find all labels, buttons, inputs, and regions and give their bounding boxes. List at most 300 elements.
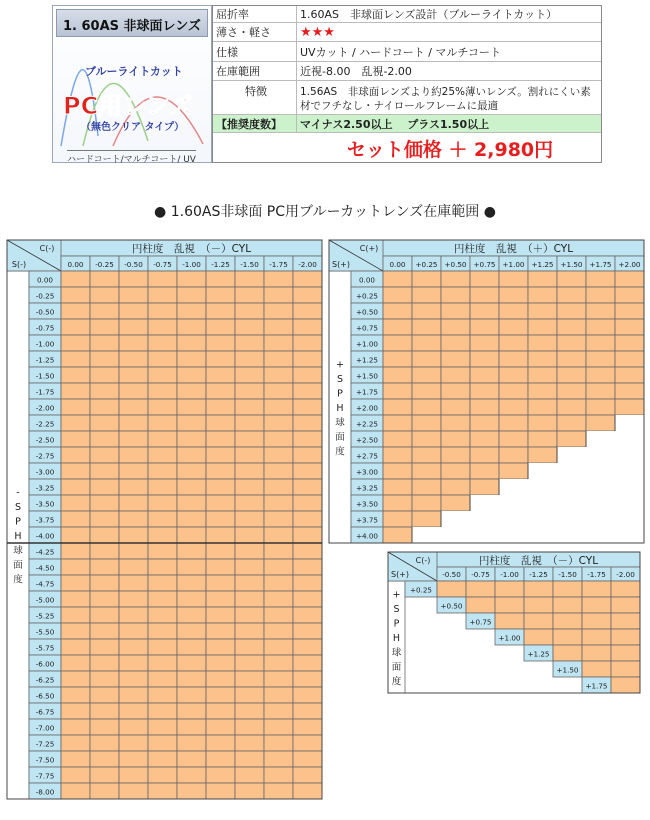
stock-cell-available	[206, 543, 235, 559]
stock-cell-available	[206, 463, 235, 479]
cyl-tick-label: -1.00	[182, 260, 201, 269]
stock-cell-available	[90, 719, 119, 735]
stock-cell-available	[235, 783, 264, 799]
stock-cell-available	[383, 495, 412, 511]
sph-row-label: -1.50	[35, 371, 55, 381]
stock-cell-available	[441, 463, 470, 479]
stock-cell-available	[264, 399, 293, 415]
stock-cell-available	[177, 751, 206, 767]
stock-cell-available	[441, 335, 470, 351]
stock-cell-available	[90, 415, 119, 431]
stock-cell-empty	[586, 431, 615, 447]
stock-cell-available	[61, 575, 90, 591]
stock-cell-available	[293, 431, 322, 447]
stock-cell-available	[582, 581, 611, 597]
stock-cell-available	[206, 479, 235, 495]
sph-row-label: +0.25	[355, 291, 379, 301]
stock-cell-empty	[528, 495, 557, 511]
stock-cell-available	[615, 399, 644, 415]
sph-row-label: +1.00	[355, 339, 379, 349]
stock-cell-available	[495, 613, 524, 629]
stock-cell-available	[177, 687, 206, 703]
stock-cell-available	[383, 367, 412, 383]
corner-cyl-label: C(-)	[39, 244, 55, 253]
stock-cell-available	[235, 735, 264, 751]
sph-row-label: -5.75	[35, 643, 55, 653]
stock-cell-available	[235, 447, 264, 463]
stock-cell-available	[441, 303, 470, 319]
sph-row-label: -3.50	[35, 499, 55, 509]
stock-cell-available	[441, 287, 470, 303]
cyl-tick-label: -1.75	[269, 260, 288, 269]
stock-cell-available	[61, 367, 90, 383]
sph-row-label: -8.00	[35, 787, 55, 797]
stock-cell-available	[437, 581, 466, 597]
stock-cell-available	[148, 655, 177, 671]
stock-cell-available	[90, 479, 119, 495]
stock-cell-available	[528, 303, 557, 319]
stock-cell-available	[61, 383, 90, 399]
stock-cell-available	[383, 431, 412, 447]
stock-cell-available	[264, 591, 293, 607]
stock-cell-available	[90, 687, 119, 703]
stock-cell-available	[524, 581, 553, 597]
stock-cell-available	[177, 399, 206, 415]
logo-clear-type: （無色クリア タイプ）	[81, 122, 185, 133]
stock-cell-available	[119, 287, 148, 303]
stock-cell-available	[293, 479, 322, 495]
stock-cell-available	[293, 399, 322, 415]
stock-cell-empty	[615, 431, 644, 447]
sph-row-label: -0.50	[35, 307, 55, 317]
stock-cell-empty	[615, 495, 644, 511]
stock-cell-available	[293, 687, 322, 703]
stock-cell-available	[557, 383, 586, 399]
stock-cell-available	[524, 629, 553, 645]
stock-cell-available	[206, 607, 235, 623]
stock-cell-available	[61, 495, 90, 511]
stock-cell-available	[235, 687, 264, 703]
stock-range-heading: ● 1.60AS非球面 PC用ブルーカットレンズ在庫範囲 ●	[154, 204, 496, 220]
stock-cell-available	[383, 463, 412, 479]
stock-cell-available	[264, 479, 293, 495]
stock-cell-available	[206, 527, 235, 543]
stock-cell-available	[264, 431, 293, 447]
stock-cell-available	[264, 687, 293, 703]
stock-cell-available	[61, 431, 90, 447]
stock-cell-available	[90, 399, 119, 415]
corner-cyl-label: C(-)	[415, 556, 431, 565]
stock-cell-available	[499, 431, 528, 447]
cyl-caption: 円柱度 乱視 （－）CYL	[131, 243, 252, 255]
stock-cell-available	[206, 383, 235, 399]
stock-cell-available	[90, 319, 119, 335]
stock-cell-available	[177, 607, 206, 623]
stock-cell-available	[61, 703, 90, 719]
cyl-tick-label: +0.75	[473, 260, 496, 269]
stock-cell-available	[177, 479, 206, 495]
stock-cell-available	[90, 495, 119, 511]
sph-vertical-label: +	[336, 359, 344, 371]
cyl-caption: 円柱度 乱視 （－）CYL	[478, 555, 599, 567]
cyl-tick-label: -0.50	[442, 570, 461, 579]
stock-cell-empty	[528, 463, 557, 479]
stock-cell-available	[235, 527, 264, 543]
stock-cell-available	[177, 287, 206, 303]
sph-row-label: -7.75	[35, 771, 55, 781]
stock-cell-available	[293, 511, 322, 527]
stock-cell-available	[293, 383, 322, 399]
stock-cell-available	[553, 613, 582, 629]
sph-vertical-label: 面	[391, 662, 402, 673]
stock-cell-available	[148, 623, 177, 639]
stock-cell-available	[264, 319, 293, 335]
stock-cell-empty	[615, 415, 644, 431]
stock-cell-available	[470, 383, 499, 399]
sph-row-label: -6.75	[35, 707, 55, 717]
stock-cell-available	[557, 415, 586, 431]
stock-cell-available	[441, 319, 470, 335]
stock-cell-available	[61, 735, 90, 751]
stock-cell-empty	[557, 527, 586, 543]
stock-cell-available	[119, 735, 148, 751]
stock-cell-available	[206, 639, 235, 655]
stock-cell-available	[119, 607, 148, 623]
cyl-tick-label: 0.00	[389, 260, 406, 269]
stock-cell-available	[177, 735, 206, 751]
stock-cell-available	[264, 607, 293, 623]
stock-cell-available	[470, 303, 499, 319]
stock-cell-available	[412, 351, 441, 367]
stock-cell-available	[293, 623, 322, 639]
stock-cell-available	[61, 607, 90, 623]
sph-vertical-label: +	[392, 589, 401, 601]
stock-cell-available	[148, 367, 177, 383]
stock-cell-available	[470, 431, 499, 447]
stock-cell-available	[264, 367, 293, 383]
sph-vertical-label: 球	[335, 417, 345, 429]
sph-vertical-label: -	[16, 487, 20, 499]
stock-cell-available	[264, 287, 293, 303]
stock-cell-available	[383, 271, 412, 287]
stock-cell-available	[235, 271, 264, 287]
stock-cell-available	[177, 319, 206, 335]
stock-cell-empty	[528, 527, 557, 543]
sph-row-label: +1.25	[355, 355, 379, 365]
stock-cell-available	[264, 463, 293, 479]
stock-cell-available	[264, 303, 293, 319]
stock-cell-available	[293, 703, 322, 719]
stock-cell-available	[264, 543, 293, 559]
stock-cell-available	[235, 767, 264, 783]
stock-cell-available	[615, 271, 644, 287]
stock-cell-available	[553, 581, 582, 597]
sph-row-label: +0.75	[469, 617, 492, 627]
cyl-tick-label: -0.50	[124, 260, 143, 269]
stock-cell-available	[119, 431, 148, 447]
stock-cell-available	[293, 575, 322, 591]
sph-row-label: -5.00	[35, 595, 55, 605]
stock-cell-available	[441, 383, 470, 399]
stock-cell-available	[177, 415, 206, 431]
stock-cell-available	[557, 367, 586, 383]
stock-cell-empty	[615, 463, 644, 479]
cyl-tick-label: +1.00	[502, 260, 525, 269]
stock-cell-available	[119, 447, 148, 463]
sph-row-label: -7.50	[35, 755, 55, 765]
sph-vertical-label: H	[336, 403, 344, 414]
stock-cell-available	[235, 559, 264, 575]
sph-row-label: +1.50	[556, 665, 579, 675]
stock-cell-available	[293, 447, 322, 463]
cyl-tick-label: -2.00	[616, 570, 635, 579]
stock-cell-available	[206, 399, 235, 415]
cyl-tick-label: -0.25	[95, 260, 114, 269]
stock-cell-available	[586, 399, 615, 415]
stock-cell-available	[293, 767, 322, 783]
stock-cell-available	[293, 287, 322, 303]
stock-cell-available	[177, 351, 206, 367]
corner-cyl-label: C(+)	[359, 244, 379, 253]
stock-cell-available	[90, 527, 119, 543]
stock-cell-available	[177, 783, 206, 799]
stock-cell-available	[383, 383, 412, 399]
stock-cell-available	[177, 303, 206, 319]
corner-sph-label: S(-)	[11, 260, 27, 269]
stock-cell-available	[611, 677, 640, 693]
stock-cell-available	[553, 597, 582, 613]
spec-value-line2: 材でフチなし・ナイロールフレームに最適	[300, 100, 499, 112]
stock-cell-available	[441, 399, 470, 415]
stock-cell-available	[499, 463, 528, 479]
stock-cell-available	[61, 751, 90, 767]
sph-row-label: -1.75	[35, 387, 55, 397]
stock-cell-available	[177, 703, 206, 719]
stock-cell-available	[177, 383, 206, 399]
stock-cell-available	[264, 271, 293, 287]
stock-cell-available	[264, 527, 293, 543]
stock-cell-available	[235, 383, 264, 399]
stock-cell-available	[264, 783, 293, 799]
stock-cell-available	[90, 383, 119, 399]
sph-row-label: +0.25	[409, 585, 433, 595]
stock-cell-available	[441, 367, 470, 383]
corner-sph-label: S(+)	[390, 570, 410, 579]
stock-cell-available	[235, 671, 264, 687]
stock-cell-available	[615, 383, 644, 399]
stock-cell-available	[177, 655, 206, 671]
sph-row-label: -7.25	[35, 739, 55, 749]
stock-cell-available	[119, 719, 148, 735]
stock-cell-available	[119, 687, 148, 703]
stock-cell-available	[470, 335, 499, 351]
stock-cell-available	[206, 655, 235, 671]
stock-cell-available	[177, 447, 206, 463]
stock-cell-available	[148, 415, 177, 431]
stock-cell-empty	[441, 511, 470, 527]
stock-cell-available	[412, 495, 441, 511]
stock-cell-empty	[557, 447, 586, 463]
stock-cell-available	[148, 335, 177, 351]
sph-vertical-label: P	[337, 388, 343, 400]
stock-cell-available	[470, 351, 499, 367]
sph-row-label: -5.25	[35, 611, 55, 621]
stock-cell-available	[441, 447, 470, 463]
stock-cell-available	[148, 559, 177, 575]
stock-cell-available	[582, 645, 611, 661]
corner-sph-label: S(+)	[331, 260, 351, 269]
stock-cell-empty	[615, 527, 644, 543]
stock-cell-available	[441, 479, 470, 495]
stock-cell-available	[235, 463, 264, 479]
stock-cell-available	[148, 271, 177, 287]
sph-row-label: +1.75	[355, 387, 379, 397]
sph-row-label: +1.50	[355, 371, 379, 381]
sph-vertical-label: H	[14, 531, 22, 542]
stock-cell-available	[148, 527, 177, 543]
stock-cell-available	[235, 719, 264, 735]
stock-cell-available	[293, 559, 322, 575]
stock-cell-available	[119, 479, 148, 495]
stock-cell-empty	[586, 447, 615, 463]
stock-cell-available	[119, 671, 148, 687]
stock-cell-available	[499, 383, 528, 399]
stock-cell-empty	[586, 479, 615, 495]
stock-cell-available	[470, 463, 499, 479]
stock-cell-available	[90, 623, 119, 639]
spec-value: 近視-8.00 乱視-2.00	[300, 65, 412, 78]
stock-cell-available	[470, 415, 499, 431]
sph-row-label: +1.00	[498, 633, 521, 643]
stock-cell-available	[264, 415, 293, 431]
stock-cell-available	[586, 351, 615, 367]
stock-cell-available	[177, 527, 206, 543]
stock-cell-available	[206, 687, 235, 703]
stock-cell-available	[119, 495, 148, 511]
stock-cell-available	[412, 463, 441, 479]
stock-cell-available	[119, 415, 148, 431]
sph-row-label: +2.75	[355, 451, 379, 461]
stock-cell-available	[206, 751, 235, 767]
cyl-tick-label: -1.75	[587, 570, 606, 579]
stock-cell-empty	[499, 511, 528, 527]
sph-vertical-label: P	[15, 516, 21, 528]
stock-cell-empty	[615, 511, 644, 527]
sph-row-label: -3.00	[35, 467, 55, 477]
stock-cell-available	[441, 271, 470, 287]
cyl-tick-label: -0.75	[153, 260, 172, 269]
stock-cell-available	[264, 671, 293, 687]
stock-cell-available	[90, 287, 119, 303]
stock-cell-available	[499, 415, 528, 431]
sph-row-label: -6.00	[35, 659, 55, 669]
stock-cell-available	[412, 415, 441, 431]
stock-cell-available	[119, 351, 148, 367]
stock-cell-available	[61, 351, 90, 367]
sph-row-label: 0.00	[358, 275, 376, 285]
cyl-tick-label: -1.50	[558, 570, 577, 579]
stock-cell-available	[206, 431, 235, 447]
stock-cell-empty	[470, 511, 499, 527]
stock-cell-available	[90, 575, 119, 591]
cyl-tick-label: +1.25	[531, 260, 554, 269]
stock-cell-available	[470, 271, 499, 287]
stock-cell-available	[90, 703, 119, 719]
stock-cell-available	[235, 479, 264, 495]
stock-cell-available	[177, 511, 206, 527]
stock-cell-available	[470, 287, 499, 303]
stock-cell-available	[412, 383, 441, 399]
stock-cell-empty	[557, 495, 586, 511]
stock-cell-available	[582, 629, 611, 645]
stock-cell-available	[528, 351, 557, 367]
sph-row-label: -4.25	[35, 547, 55, 557]
stock-cell-available	[61, 447, 90, 463]
stock-cell-available	[61, 623, 90, 639]
sph-row-label: -1.25	[35, 355, 55, 365]
stock-cell-available	[528, 447, 557, 463]
stock-cell-available	[293, 735, 322, 751]
stock-cell-available	[470, 479, 499, 495]
stock-cell-available	[528, 287, 557, 303]
rating-stars: ★★★	[300, 24, 335, 40]
spec-label: 在庫範囲	[213, 62, 297, 80]
stock-cell-empty	[557, 479, 586, 495]
sph-row-label: -6.25	[35, 675, 55, 685]
stock-cell-available	[586, 367, 615, 383]
stock-cell-available	[206, 703, 235, 719]
stock-cell-available	[383, 351, 412, 367]
stock-cell-available	[499, 447, 528, 463]
stock-cell-available	[235, 335, 264, 351]
stock-cell-available	[557, 271, 586, 287]
stock-cell-available	[119, 527, 148, 543]
stock-cell-available	[119, 783, 148, 799]
stock-cell-available	[499, 399, 528, 415]
stock-cell-empty	[586, 511, 615, 527]
stock-cell-available	[61, 479, 90, 495]
stock-cell-available	[499, 367, 528, 383]
logo-title: 1. 60AS 非球面レンズ	[63, 19, 201, 34]
sph-row-label: +3.25	[355, 483, 379, 493]
stock-cell-available	[148, 575, 177, 591]
stock-cell-available	[235, 367, 264, 383]
spec-label: 【推奨度数】	[213, 115, 297, 132]
stock-cell-available	[293, 783, 322, 799]
cyl-tick-label: -1.50	[240, 260, 259, 269]
stock-cell-available	[90, 559, 119, 575]
sph-vertical-label: S	[393, 604, 400, 615]
stock-cell-available	[383, 287, 412, 303]
stock-cell-available	[61, 415, 90, 431]
stock-cell-available	[90, 271, 119, 287]
stock-cell-available	[235, 415, 264, 431]
sph-vertical-label: 度	[335, 446, 345, 458]
stock-cell-available	[177, 591, 206, 607]
stock-cell-available	[557, 351, 586, 367]
stock-cell-available	[61, 527, 90, 543]
stock-cell-available	[235, 543, 264, 559]
stock-cell-available	[206, 719, 235, 735]
stock-cell-empty	[499, 495, 528, 511]
stock-cell-available	[61, 671, 90, 687]
stock-cell-available	[528, 367, 557, 383]
stock-cell-available	[90, 767, 119, 783]
stock-cell-available	[206, 495, 235, 511]
stock-cell-available	[528, 383, 557, 399]
stock-cell-available	[90, 671, 119, 687]
stock-cell-available	[264, 767, 293, 783]
